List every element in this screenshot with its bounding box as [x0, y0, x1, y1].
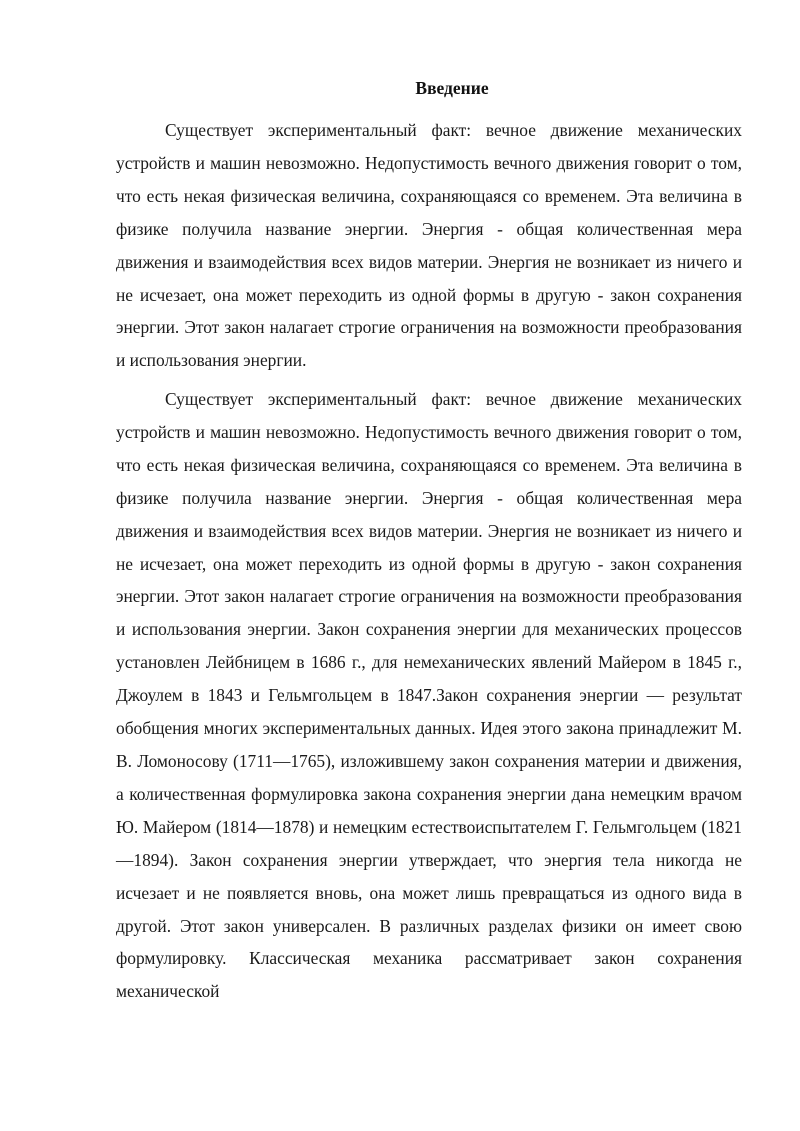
paragraph-2: Существует экспериментальный факт: вечное движение механических устройств и машин невозможно. Недопустимость вечного движения говорит о том, что есть некая физическая величина, сохраняющаяся со временем. Эта величина в физике получила название энергии. Энергия - общая количественная мера движения и взаимодействия всех видов материи. Энергия не возникает из ничего и не исчезает, она может переходить из одной формы в другую - закон сохранения энергии. Этот закон налагает строгие ограничения на возможности преобразования и использования энергии. Закон сохранения энергии для механических процессов установлен Лейбницем в 1686 г., для немеханических явлений Майером в 1845 г., Джоулем в 1843 и Гельмгольцем в 1847.Закон сохранения энергии — результат обобщения многих экспериментальных данных. Идея этого закона принадлежит М. В. Ломоносову (1711—1765), изложившему закон сохранения материи и движения, а количественная формулировка закона сохранения энергии дана немецким врачом Ю. Майером (1814—1878) и немецким естествоиспытателем Г. Гельмгольцем (1821—1894). Закон сохранения энергии утверждает, что энергия тела никогда не исчезает и не появляется вновь, она может лишь превращаться из одного вида в другой. Этот закон универсален. В различных разделах физики он имеет свою формулировку. Классическая механика рассматривает закон сохранения механической — [116, 389, 742, 1002]
paragraph-1: Существует экспериментальный факт: вечное движение механических устройств и машин невозможно. Недопустимость вечного движения говорит о том, что есть некая физическая величина, сохраняющаяся со временем. Эта величина в физике получила название энергии. Энергия - общая количественная мера движения и взаимодействия всех видов материи. Энергия не возникает из ничего и не исчезает, она может переходить из одной формы в другую - закон сохранения энергии. Этот закон налагает строгие ограничения на возможности преобразования и использования энергии. — [116, 120, 742, 371]
page-title: Введение — [415, 78, 489, 98]
